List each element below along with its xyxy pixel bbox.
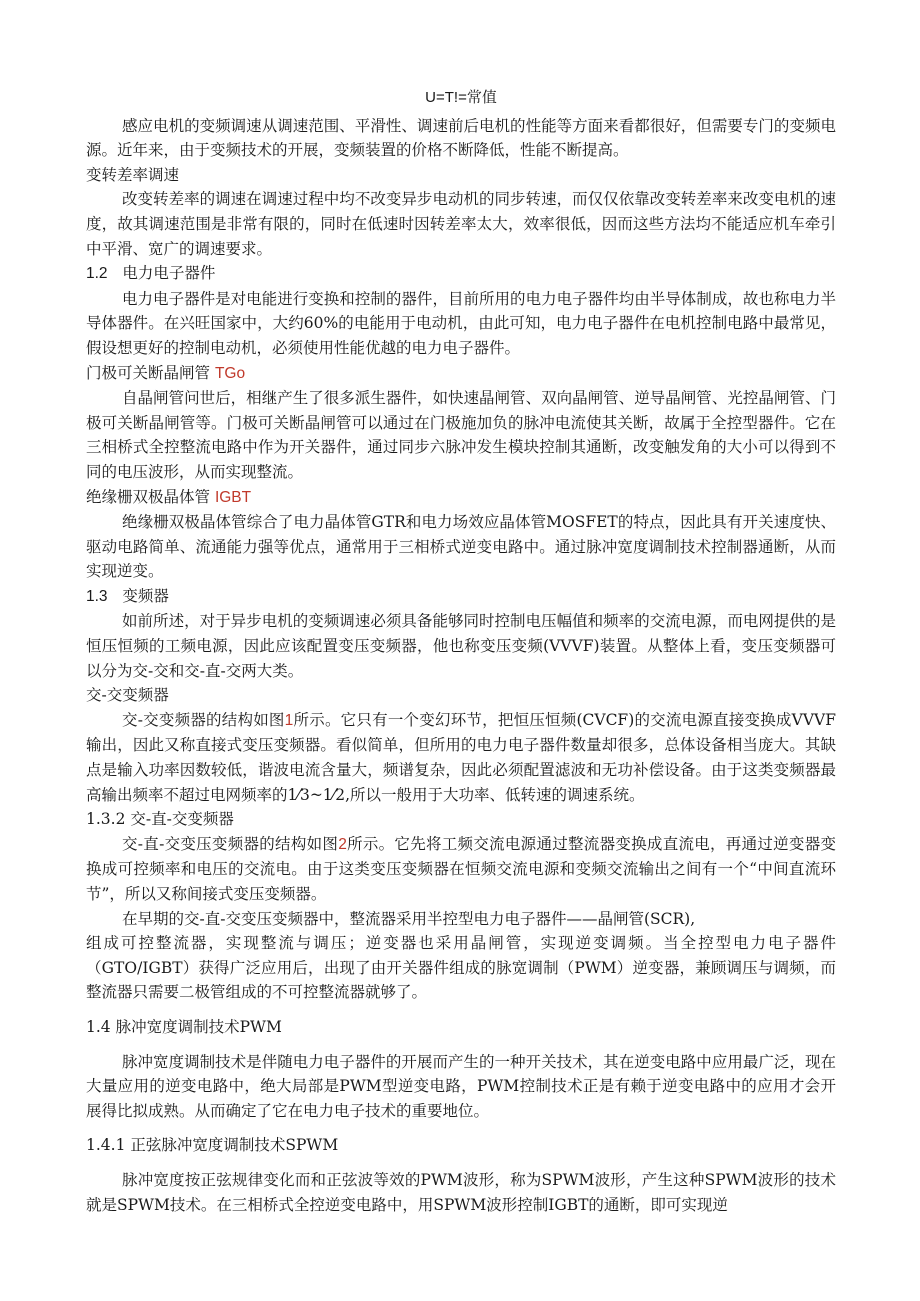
section-heading <box>86 361 836 387</box>
section-number: 1.3 <box>86 587 108 605</box>
paragraph: 组成可控整流器，实现整流与调压；逆变器也采用晶闸管，实现逆变调频。当全控型电力电子器件（GTO/IGBT）获得广泛应用后，出现了由开关器件组成的脉宽调制（PWM）逆变器，兼顾调压与调频，而整流器只需要二极管组成的不可控整流器就够了。 <box>86 934 836 1002</box>
section-title: 变频器 <box>122 586 169 605</box>
paragraph: 电力电子器件是对电能进行变换和控制的器件，目前所用的电力电子器件均由半导体制成，故也称电力半导体器件。在兴旺国家中，大约60%的电能用于电动机，由此可知，电力电子器件在电机控制电路中最常见，假设想更好的控制电动机，必须使用性能优越的电力电子器件。 <box>86 289 836 357</box>
paragraph <box>86 708 836 807</box>
section-heading: 1.4 脉冲宽度调制技术PWM <box>86 1017 282 1036</box>
section-heading: 1.4.1 正弦脉冲宽度调制技术SPWM <box>86 1136 339 1155</box>
text-run: 交-直-交变压变频器的结构如图 <box>122 834 339 853</box>
section-title: 电力电子器件 <box>122 264 216 283</box>
section-heading: 变转差率调速 <box>86 165 180 184</box>
figure-reference: 2 <box>338 835 347 853</box>
paragraph: 自晶闸管问世后，相继产生了很多派生器件，如快速晶闸管、双向晶闸管、逆导晶闸管、光控晶闸管、门极可关断晶闸管等。门极可关断晶闸管可以通过在门极施加负的脉冲电流使其关断，故属于全控型器件。它在三相桥式全控整流电路中作为开关器件，通过同步六脉冲发生模块控制其通断，改变触发角的大小可以得到不同的电压波形，从而实现整流。 <box>86 389 836 481</box>
abbreviation-highlight: IGBT <box>214 488 252 506</box>
paragraph: 改变转差率的调速在调速过程中均不改变异步电动机的同步转速，而仅仅依靠改变转差率来改变电机的速度，故其调速范围是非常有限的，同时在低速时因转差率太大，效率很低，因而这些方法均不能适应机车牵引中平滑、宽广的调速要求。 <box>86 190 836 258</box>
text-run: 所示。它先将工频交流电源通过整流器变换成直流电，再通过逆变器变换成可控频率和电压的交流电。由于这类变压变频器在恒频交流电源和变频交流输出之间有一个“中间直流环节”，所以又称间接式变压变频器。 <box>86 834 836 903</box>
section-heading: 1.3.2 交-直-交变频器 <box>86 810 234 829</box>
section-heading: 交-交变频器 <box>86 686 169 705</box>
section-heading <box>86 485 836 511</box>
formula-line: U=T!=常值 <box>425 89 497 106</box>
paragraph: 脉冲宽度调制技术是伴随电力电子器件的开展而产生的一种开关技术，其在逆变电路中应用最广泛，现在大量应用的逆变电路中，绝大局部是PWM型逆变电路，PWM控制技术正是有赖于逆变电路中的应用才会开展得比拟成熟。从而确定了它在电力电子技术的重要地位。 <box>86 1052 836 1120</box>
text-run: 所示。它只有一个变幻环节，把恒压恒频(CVCF)的交流电源直接变换成VVVF输出，因此又称直接式变压变频器。看似简单，但所用的电力电子器件数量却很多，总体设备相当庞大。其缺点是输入功率因数较低，谐波电流含量大，频谱复杂，因此必须配置滤波和无功补偿设备。由于这类变频器最高输出频率不超过电网频率的1⁄3~1⁄2,所以一般用于大功率、低转速的调速系统。 <box>86 710 836 804</box>
section-heading <box>86 261 836 287</box>
document-body <box>86 86 836 1217</box>
paragraph: 如前所述，对于异步电机的变频调速必须具备能够同时控制电压幅值和频率的交流电源，而电网提供的是恒压恒频的工频电源，因此应该配置变压变频器，他也称变压变频(VVVF)装置。从整体上看，变压变频器可以分为交-交和交-直-交两大类。 <box>86 612 836 680</box>
paragraph: 脉冲宽度按正弦规律变化而和正弦波等效的PWM波形，称为SPWM波形，产生这种SPWM波形的技术就是SPWM技术。在三相桥式全控逆变电路中，用SPWM波形控制IGBT的通断，即可实现逆 <box>86 1170 836 1214</box>
paragraph: 在早期的交-直-交变压变频器中，整流器采用半控型电力电子器件——晶闸管(SCR), <box>122 909 696 928</box>
figure-reference: 1 <box>284 711 294 729</box>
section-number: 1.2 <box>86 265 108 283</box>
abbreviation-highlight: TGo <box>214 364 246 382</box>
paragraph <box>86 832 836 907</box>
section-title: 门极可关断晶闸管 <box>86 363 215 382</box>
text-run: 交-交变频器的结构如图 <box>122 710 285 729</box>
section-title: 绝缘栅双极晶体管 <box>86 487 215 506</box>
section-heading <box>86 584 836 610</box>
paragraph: 感应电机的变频调速从调速范围、平滑性、调速前后电机的性能等方面来看都很好，但需要专门的变频电源。近年来，由于变频技术的开展，变频装置的价格不断降低，性能不断提高。 <box>86 116 836 160</box>
paragraph: 绝缘栅双极晶体管综合了电力晶体管GTR和电力场效应晶体管MOSFET的特点，因此具有开关速度快、驱动电路简单、流通能力强等优点，通常用于三相桥式逆变电路中。通过脉冲宽度调制技术控制器通断，从而实现逆变。 <box>86 513 836 581</box>
